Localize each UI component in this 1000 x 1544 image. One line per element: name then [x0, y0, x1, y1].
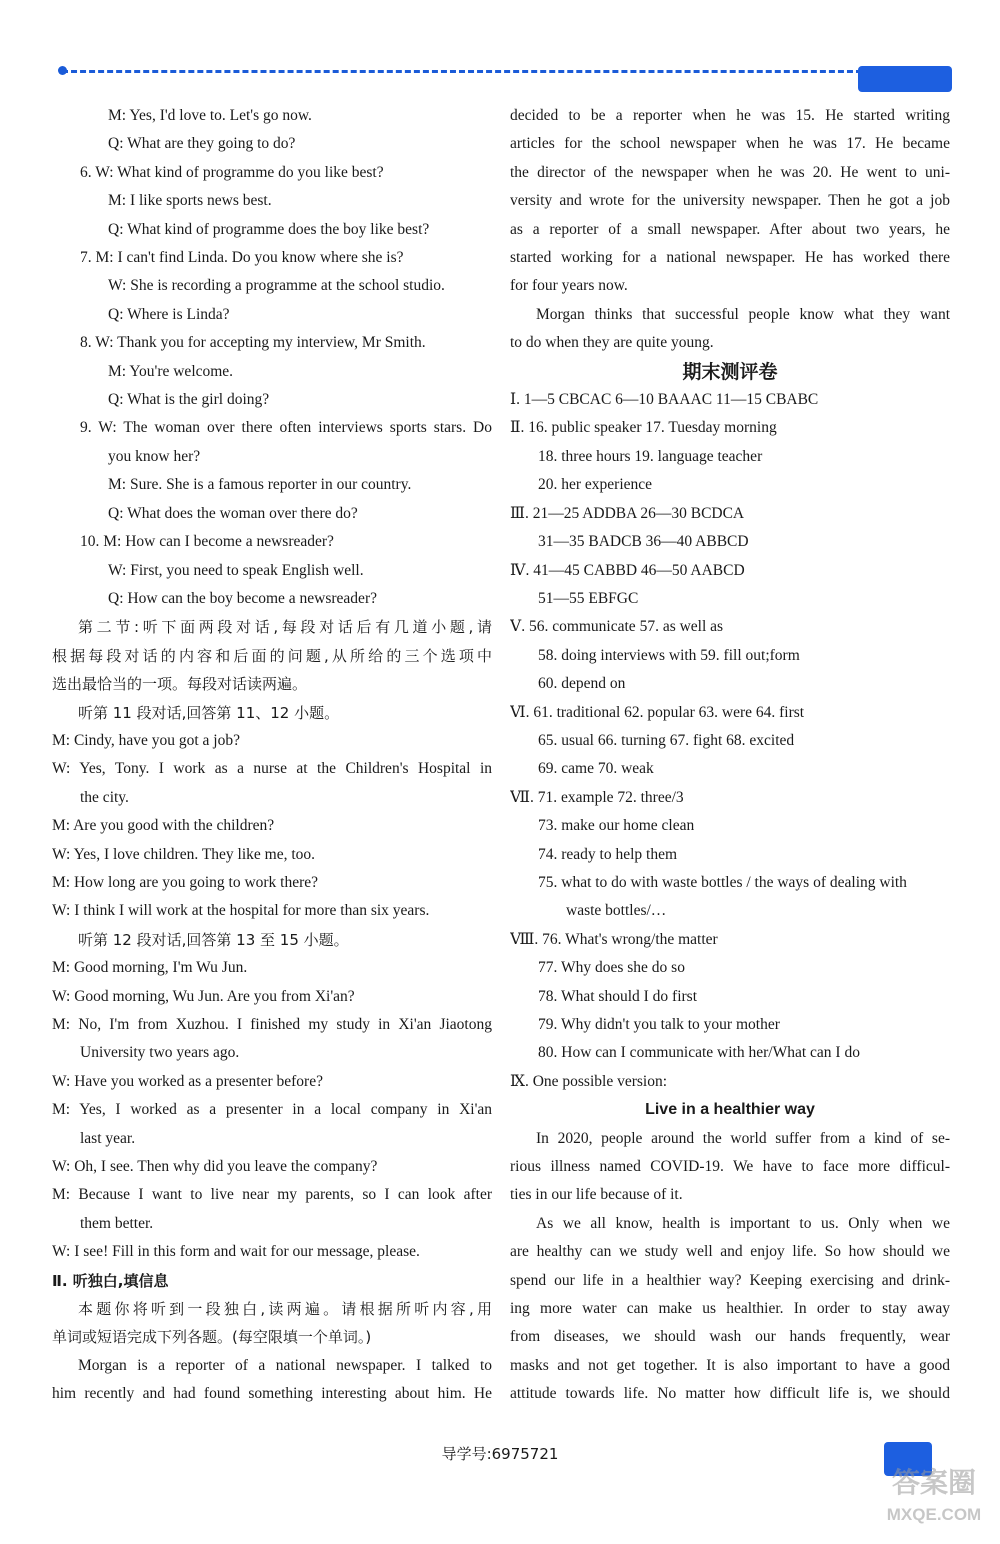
left-text-line: Ⅱ. 听独白,填信息 — [52, 1271, 169, 1290]
left-text-line: W: Have you worked as a presenter before? — [52, 1072, 323, 1090]
right-text-line: ties in our life because of it. — [510, 1186, 683, 1204]
header-divider — [62, 70, 862, 73]
right-text-line: 60. depend on — [538, 675, 626, 693]
right-text-line: 75. what to do with waste bottles / the ways of dealing with — [538, 873, 907, 891]
right-text-line: 79. Why didn't you talk to your mother — [538, 1016, 780, 1033]
right-text-line: attitude towards life. No matter how difficult life is, we should — [510, 1385, 950, 1403]
left-text-line: Q: What are they going to do? — [108, 135, 296, 153]
left-text-line: 本题你将听到一段独白,读两遍。请根据所听内容,用 — [78, 1300, 492, 1319]
left-text-line: 8. W: Thank you for accepting my interview, Mr Smith. — [80, 334, 426, 352]
right-text-line: Ⅶ. 71. example 72. three/3 — [510, 788, 684, 806]
right-text-line: 58. doing interviews with 59. fill out;form — [538, 646, 800, 664]
right-text-line: 20. her experience — [538, 476, 653, 494]
right-text-line: articles for the school newspaper when he was 17. He became — [510, 135, 950, 153]
left-text-line: last year. — [80, 1129, 136, 1147]
right-column — [510, 102, 950, 1409]
left-text-line: M: Are you good with the children? — [52, 817, 275, 835]
left-text-line: Q: What kind of programme does the boy like best? — [108, 220, 430, 238]
right-text-line: rious illness named COVID-19. We have to face more difficul- — [510, 1158, 950, 1176]
right-text-line: Ⅵ. 61. traditional 62. popular 63. were 64. first — [510, 703, 805, 721]
right-text-line: 74. ready to help them — [538, 845, 678, 863]
right-text-line: as a reporter of a small newspaper. After about two years, he — [510, 220, 950, 238]
left-text-line: the city. — [80, 788, 129, 806]
right-text-line: Ⅴ. 56. communicate 57. as well as — [510, 618, 724, 636]
right-text-line: 80. How can I communicate with her/What can I do — [538, 1044, 860, 1062]
left-text-line: him recently and had found something interesting about him. He — [52, 1385, 492, 1403]
watermark-url: MXQE.COM — [886, 1505, 982, 1524]
right-text-line: Ⅳ. 41—45 CABBD 46—50 AABCD — [510, 561, 745, 579]
left-text-line: M: No, I'm from Xuzhou. I finished my study in Xi'an Jiaotong — [52, 1016, 492, 1033]
left-text-line: Q: Where is Linda? — [108, 305, 230, 323]
left-column — [52, 102, 492, 1409]
left-text-line: M: How long are you going to work there? — [52, 873, 319, 891]
right-text-line: waste bottles/… — [566, 902, 667, 920]
right-text-line: As we all know, health is important to us. Only when we — [536, 1214, 950, 1232]
right-text-line: versity and wrote for the university newspaper. Then he got a job — [510, 192, 950, 210]
left-text-line: W: Yes, I love children. They like me, too. — [52, 845, 316, 863]
right-text-line: 51—55 EBFGC — [538, 589, 639, 607]
left-text-line: 选出最恰当的一项。每段对话读两遍。 — [52, 675, 308, 694]
left-text-line: them better. — [80, 1214, 154, 1232]
right-text-line: are healthy can we study well and enjoy life. So how should we — [510, 1243, 950, 1261]
right-text-line: ing more water can make us healthier. In order to stay away — [510, 1300, 950, 1318]
right-text-line: In 2020, people around the world suffer from a kind of se- — [536, 1129, 950, 1147]
left-text-line: Morgan is a reporter of a national newspaper. I talked to — [78, 1356, 492, 1374]
right-text-line: 77. Why does she do so — [538, 959, 685, 977]
right-text-line: Ⅲ. 21—25 ADDBA 26—30 BCDCA — [510, 504, 745, 522]
left-text-line: M: Good morning, I'm Wu Jun. — [52, 959, 248, 977]
right-text-line: to do when they are quite young. — [510, 334, 714, 352]
footer-guide-number: 导学号:6975721 — [441, 1445, 559, 1463]
left-text-line: 根据每段对话的内容和后面的问题,从所给的三个选项中 — [52, 646, 492, 665]
left-text-line: W: She is recording a programme at the school studio. — [108, 277, 445, 295]
right-text-line: for four years now. — [510, 277, 628, 295]
right-text-line: 69. came 70. weak — [538, 760, 654, 778]
left-text-line: 9. W: The woman over there often interviews sports stars. Do — [80, 419, 492, 437]
right-text-line: 18. three hours 19. language teacher — [538, 447, 763, 465]
left-text-line: M: You're welcome. — [108, 362, 234, 380]
left-text-line: M: Yes, I'd love to. Let's go now. — [108, 107, 312, 124]
right-text-line: spend our life in a healthier way? Keeping exercising and drink- — [510, 1271, 950, 1289]
right-text-line: 78. What should I do first — [538, 987, 698, 1005]
left-text-line: M: I like sports news best. — [108, 192, 272, 210]
left-text-line: 7. M: I can't find Linda. Do you know where she is? — [80, 249, 404, 267]
left-text-line: 听第 11 段对话,回答第 11、12 小题。 — [78, 703, 340, 722]
right-text-line: Morgan thinks that successful people know what they want — [536, 305, 950, 323]
right-text-line: started working for a national newspaper. He has worked there — [510, 249, 950, 267]
right-text-line: Ⅷ. 76. What's wrong/the matter — [510, 930, 718, 948]
left-text-line: Q: What does the woman over there do? — [108, 504, 358, 522]
left-text-line: Q: What is the girl doing? — [108, 391, 270, 409]
right-text-line: from diseases, we should wash our hands frequently, wear — [510, 1328, 950, 1346]
right-text-line: 31—35 BADCB 36—40 ABBCD — [538, 533, 749, 551]
left-text-line: M: Because I want to live near my parents, so I can look after — [52, 1186, 492, 1204]
left-text-line: W: Good morning, Wu Jun. Are you from Xi'an? — [52, 987, 355, 1005]
right-text-line: the director of the newspaper when he was 20. He went to uni- — [510, 163, 950, 181]
left-text-line: 听第 12 段对话,回答第 13 至 15 小题。 — [78, 930, 349, 949]
right-text-line: Live in a healthier way — [645, 1101, 815, 1119]
right-text-line: Ⅱ. 16. public speaker 17. Tuesday morning — [510, 419, 777, 437]
left-text-line: W: I see! Fill in this form and wait for our message, please. — [52, 1243, 420, 1261]
left-text-line: M: Sure. She is a famous reporter in our country. — [108, 476, 412, 494]
right-text-line: decided to be a reporter when he was 15. He started writing — [510, 107, 950, 124]
left-text-line: 单词或短语完成下列各题。(每空限填一个单词。) — [52, 1328, 372, 1347]
left-text-line: Q: How can the boy become a newsreader? — [108, 589, 377, 607]
right-text-line: masks and not get together. It is also important to have a good — [510, 1356, 950, 1374]
left-text-line: W: I think I will work at the hospital for more than six years. — [52, 902, 430, 920]
watermark-logo — [884, 1438, 984, 1532]
right-text-line: Ⅸ. One possible version: — [510, 1072, 668, 1090]
header-tab — [858, 66, 952, 92]
right-text-line: 期末测评卷 — [682, 360, 778, 383]
left-text-line: 6. W: What kind of programme do you like best? — [80, 163, 384, 181]
left-text-line: University two years ago. — [80, 1044, 240, 1062]
left-text-line: M: Yes, I worked as a presenter in a local company in Xi'an — [52, 1101, 492, 1119]
watermark-text: 答案圈 — [891, 1466, 977, 1499]
left-text-line: you know her? — [108, 447, 201, 465]
right-text-line: 73. make our home clean — [538, 817, 695, 835]
left-text-line: W: Yes, Tony. I work as a nurse at the Children's Hospital in — [52, 760, 492, 778]
right-text-line: Ⅰ. 1—5 CBCAC 6—10 BAAAC 11—15 CBABC — [510, 391, 819, 409]
left-text-line: M: Cindy, have you got a job? — [52, 731, 240, 749]
left-text-line: W: Oh, I see. Then why did you leave the company? — [52, 1158, 378, 1176]
left-text-line: 第二节:听下面两段对话,每段对话后有几道小题,请 — [78, 618, 492, 637]
left-text-line: W: First, you need to speak English well. — [108, 561, 364, 579]
right-text-line: 65. usual 66. turning 67. fight 68. excited — [538, 731, 795, 749]
left-text-line: 10. M: How can I become a newsreader? — [80, 533, 334, 551]
